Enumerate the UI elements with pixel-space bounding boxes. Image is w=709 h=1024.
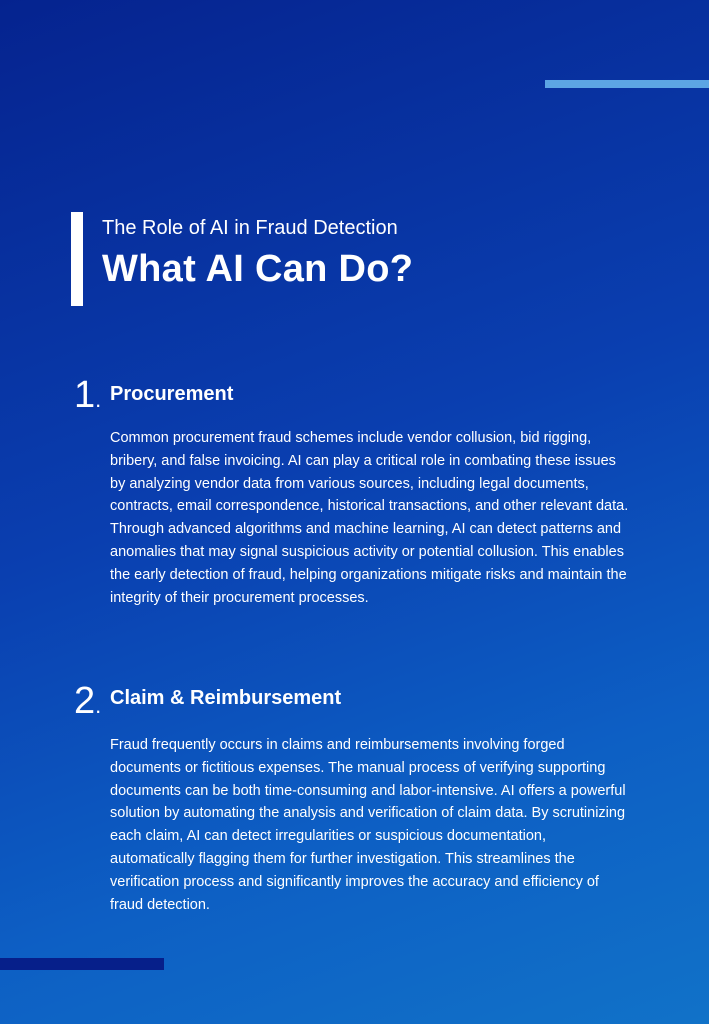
section-number-1: 1.	[74, 374, 102, 416]
section-number-2: 2.	[74, 680, 102, 722]
section-number-2-value: 2	[74, 680, 96, 722]
bottom-accent-bar	[0, 958, 164, 970]
section-heading-claim-reimbursement: Claim & Reimbursement	[110, 687, 342, 709]
section-number-1-value: 1	[74, 374, 96, 416]
page-subtitle: The Role of AI in Fraud Detection	[102, 217, 398, 239]
section-body-procurement: Common procurement fraud schemes include vendor collusion, bid rigging, bribery, and false invoicing. AI can play a critical role in combating these issues by analyzing vendor data from various sources, including legal documents, contracts, email correspondence, historical transactions, and other relevant data. Through advanced algorithms and machine learning, AI can detect patterns and anomalies that may signal suspicious activity or potential collusion. This enables the early detection of fraud, helping organizations mitigate risks and maintain the integrity of their procurement processes.	[110, 430, 629, 606]
title-marker-bar	[71, 212, 83, 306]
section-heading-procurement: Procurement	[110, 383, 234, 405]
page-title: What AI Can Do?	[102, 248, 414, 290]
section-body-claim-reimbursement: Fraud frequently occurs in claims and reimbursements involving forged documents or fictitious expenses. The manual process of verifying supporting documents can be both time-consuming and labor-intensive. AI offers a powerful solution by automating the analysis and verification of claim data. By scrutinizing each claim, AI can detect irregularities or suspicious documentation, automatically flagging them for further investigation. This streamlines the verification process and significantly improves the accuracy and efficiency of fraud detection.	[110, 737, 626, 913]
top-accent-bar	[545, 80, 709, 88]
